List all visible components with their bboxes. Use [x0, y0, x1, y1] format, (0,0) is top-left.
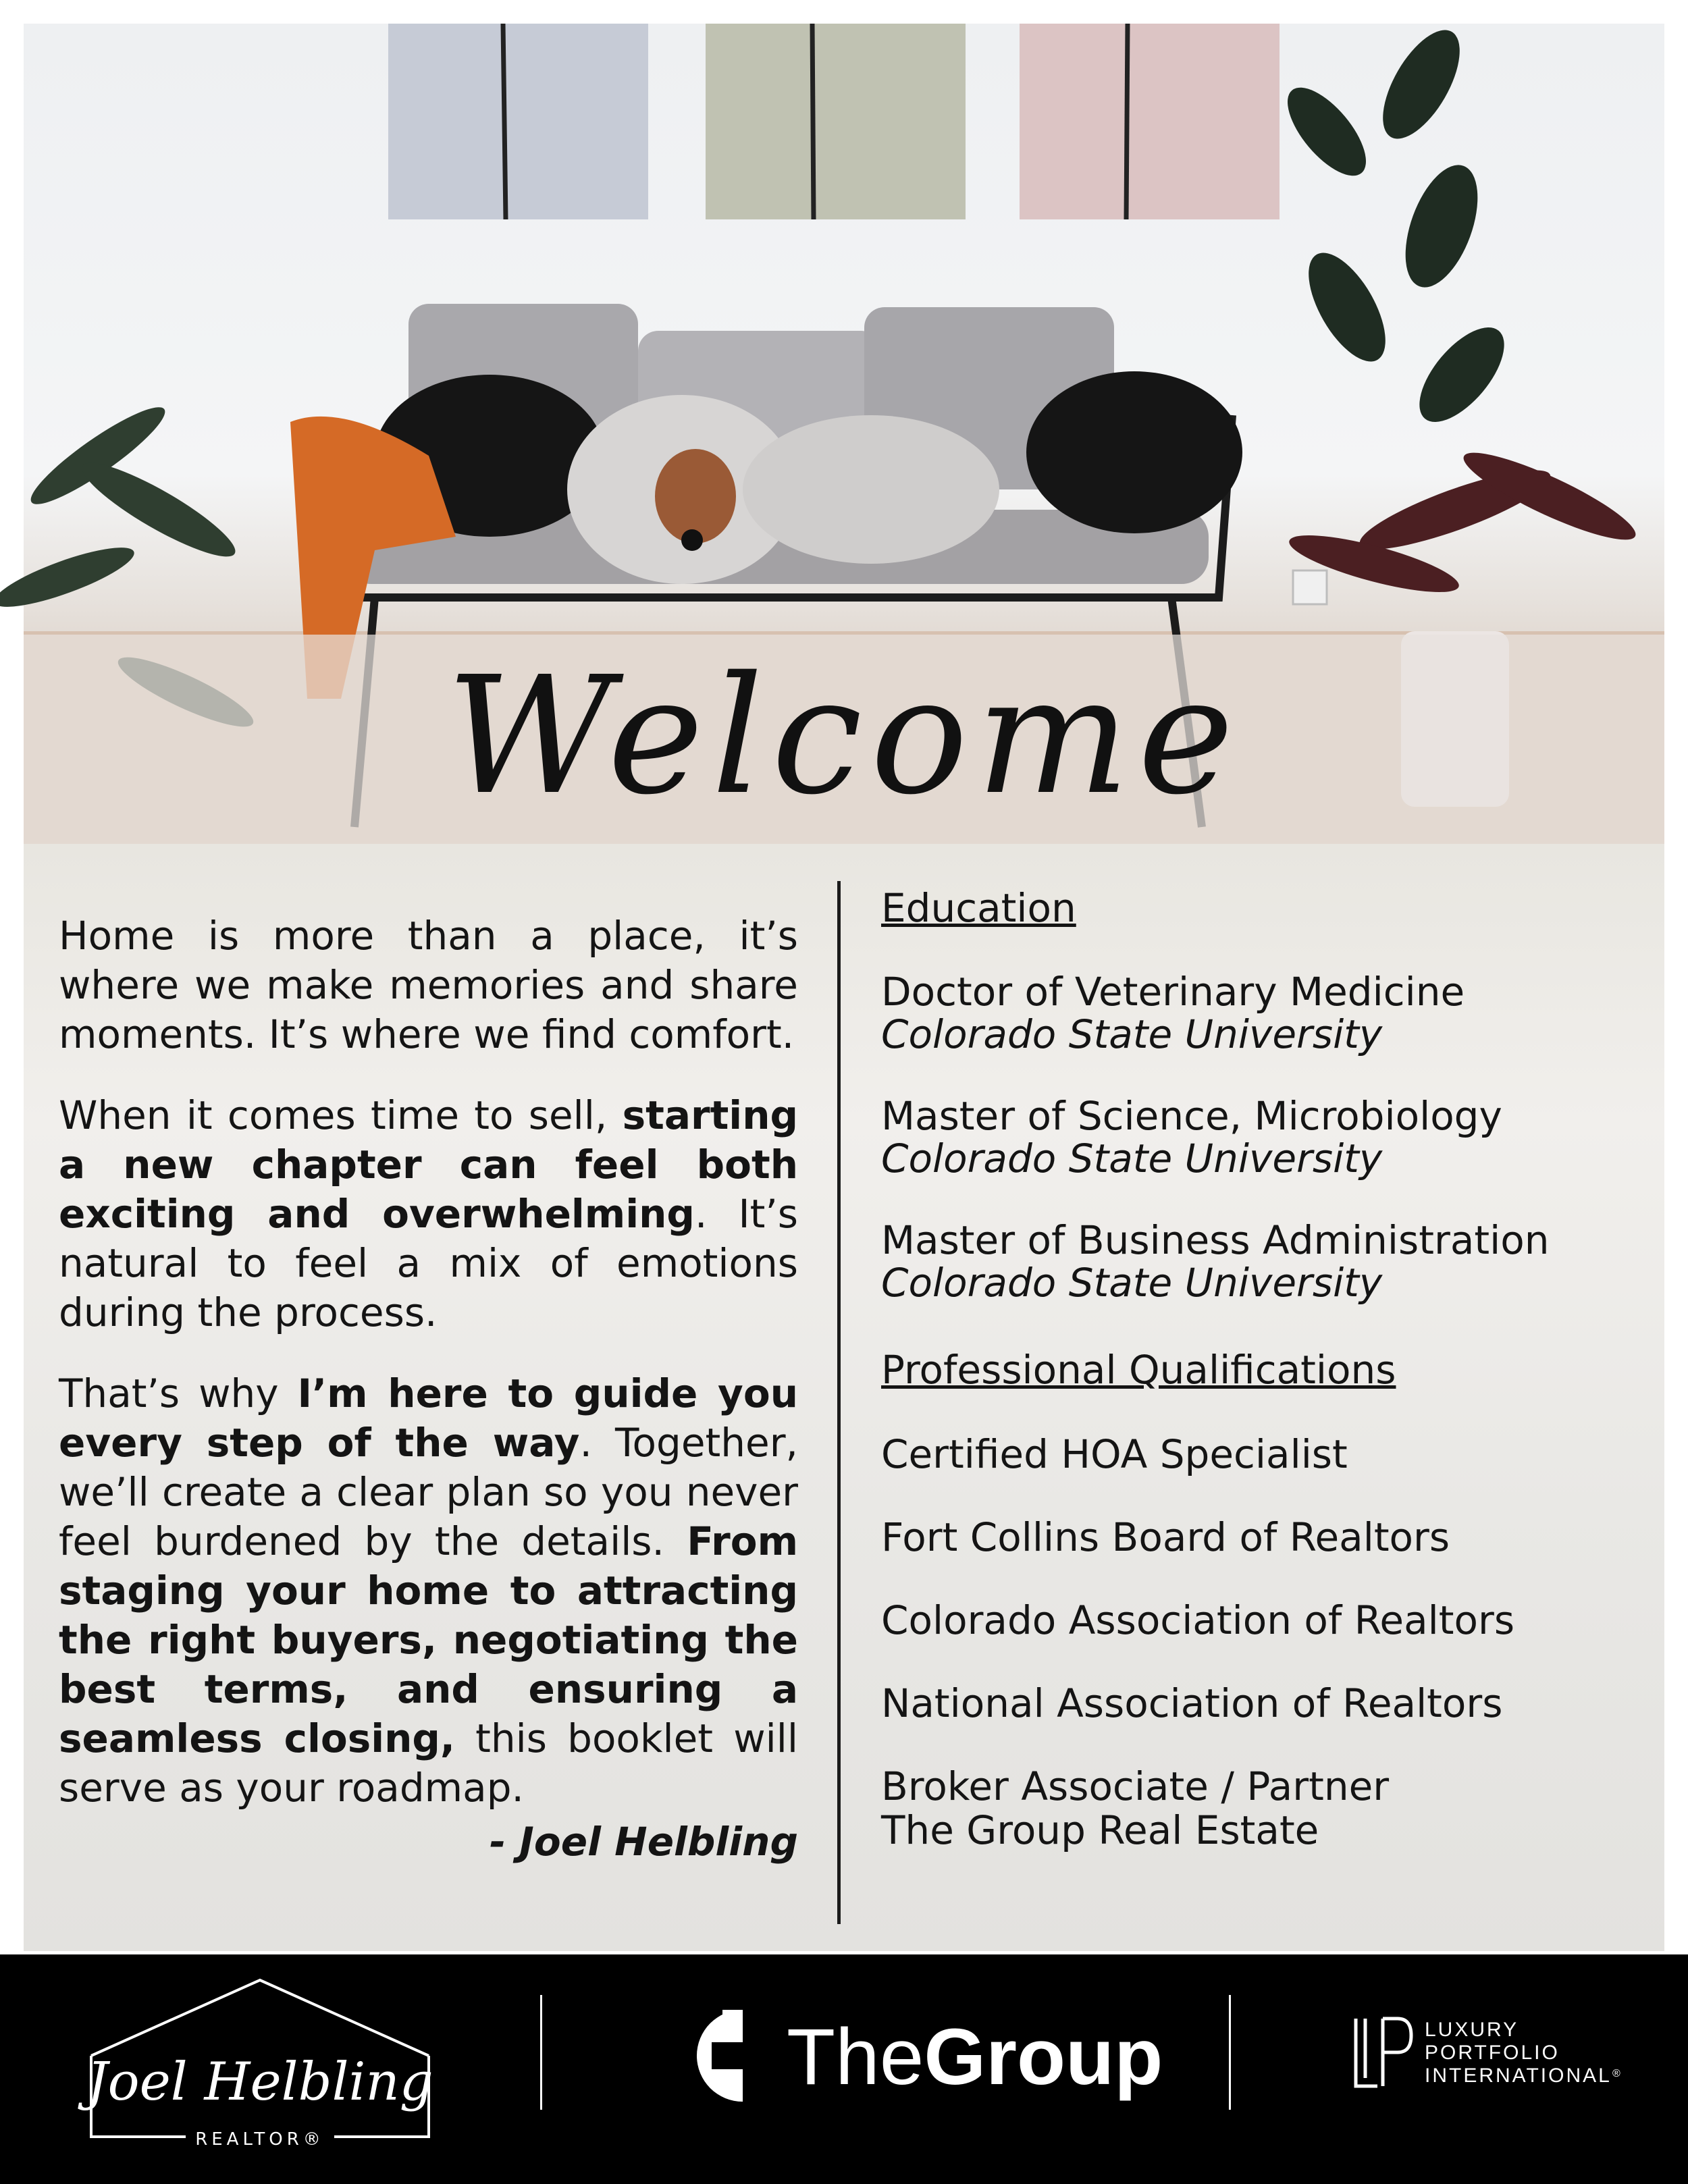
wall-outlet — [1293, 570, 1327, 604]
role-title: Broker Associate / Partner — [881, 1763, 1390, 1809]
luxury-line2: PORTFOLIO — [1425, 2042, 1560, 2064]
luxury-line1: LUXURY — [1425, 2019, 1519, 2041]
role-company: The Group Real Estate — [881, 1807, 1319, 1853]
brand-group: Group — [924, 2013, 1163, 2102]
painting-green — [706, 24, 966, 219]
education-item — [881, 1219, 1644, 1304]
footer-separator — [540, 1995, 542, 2110]
plant-red — [1285, 439, 1643, 603]
agent-name: Joel Helbling — [86, 2052, 433, 2112]
education-item — [881, 1095, 1644, 1180]
qualification-role — [881, 1765, 1644, 1853]
painting-pink — [1020, 24, 1280, 219]
signature: - Joel Helbling — [490, 1819, 798, 1865]
painting-blue — [388, 24, 648, 219]
intro-text — [59, 911, 798, 1867]
education-heading: Education — [881, 885, 1076, 931]
intro-paragraph-2: When it comes time to sell, starting a new chapter can feel both exciting and overwhelming. It’s natural to feel a mix of emotions during the process. — [59, 1092, 798, 1335]
agent-title: REALTOR® — [195, 2129, 325, 2150]
plant-right — [1274, 18, 1520, 436]
hero-photo — [24, 24, 1664, 844]
school: Colorado State University — [881, 1136, 1383, 1181]
black-pillow — [1026, 371, 1242, 533]
luxury-portfolio-logo — [1350, 2012, 1634, 2106]
credentials — [881, 884, 1644, 1853]
qualification-item: National Association of Realtors — [881, 1680, 1503, 1726]
lp-monogram-icon — [1356, 2019, 1411, 2086]
luxury-reg: ® — [1612, 2068, 1620, 2079]
intro-paragraph-1: Home is more than a place, it’s where we make memories and share moments. It’s where we find comfort. — [59, 913, 798, 1057]
the-group-logo — [662, 2002, 1163, 2110]
qualification-item: Fort Collins Board of Realtors — [881, 1514, 1450, 1560]
footer — [0, 1954, 1688, 2184]
brand-the: The — [787, 2013, 924, 2102]
welcome-heading: Welcome — [446, 641, 1242, 830]
joel-helbling-logo — [78, 1975, 442, 2164]
school: Colorado State University — [881, 1260, 1383, 1306]
degree: Master of Science, Microbiology — [881, 1093, 1502, 1139]
degree: Doctor of Veterinary Medicine — [881, 969, 1465, 1015]
svg-text:TheGroup — [787, 2013, 1163, 2102]
intro-paragraph-3: That’s why I’m here to guide you every step of the way. Together, we’ll create a clear plan so you never feel burdened by the details. From staging your home to attracting the right buyers, negotiating the best terms, and ensuring a seamless closing, this booklet will serve as your roadmap. — [59, 1370, 798, 1811]
qualifications-heading: Professional Qualifications — [881, 1347, 1396, 1393]
luxury-line3: INTERNATIONAL — [1425, 2065, 1612, 2087]
column-divider — [837, 881, 841, 1924]
footer-separator — [1229, 1995, 1231, 2110]
degree: Master of Business Administration — [881, 1217, 1550, 1263]
school: Colorado State University — [881, 1011, 1383, 1057]
content-panel — [24, 844, 1664, 1951]
education-item — [881, 971, 1644, 1056]
qualification-item: Certified HOA Specialist — [881, 1431, 1348, 1477]
house-roof-icon — [91, 1980, 429, 2056]
qualification-item: Colorado Association of Realtors — [881, 1597, 1515, 1643]
